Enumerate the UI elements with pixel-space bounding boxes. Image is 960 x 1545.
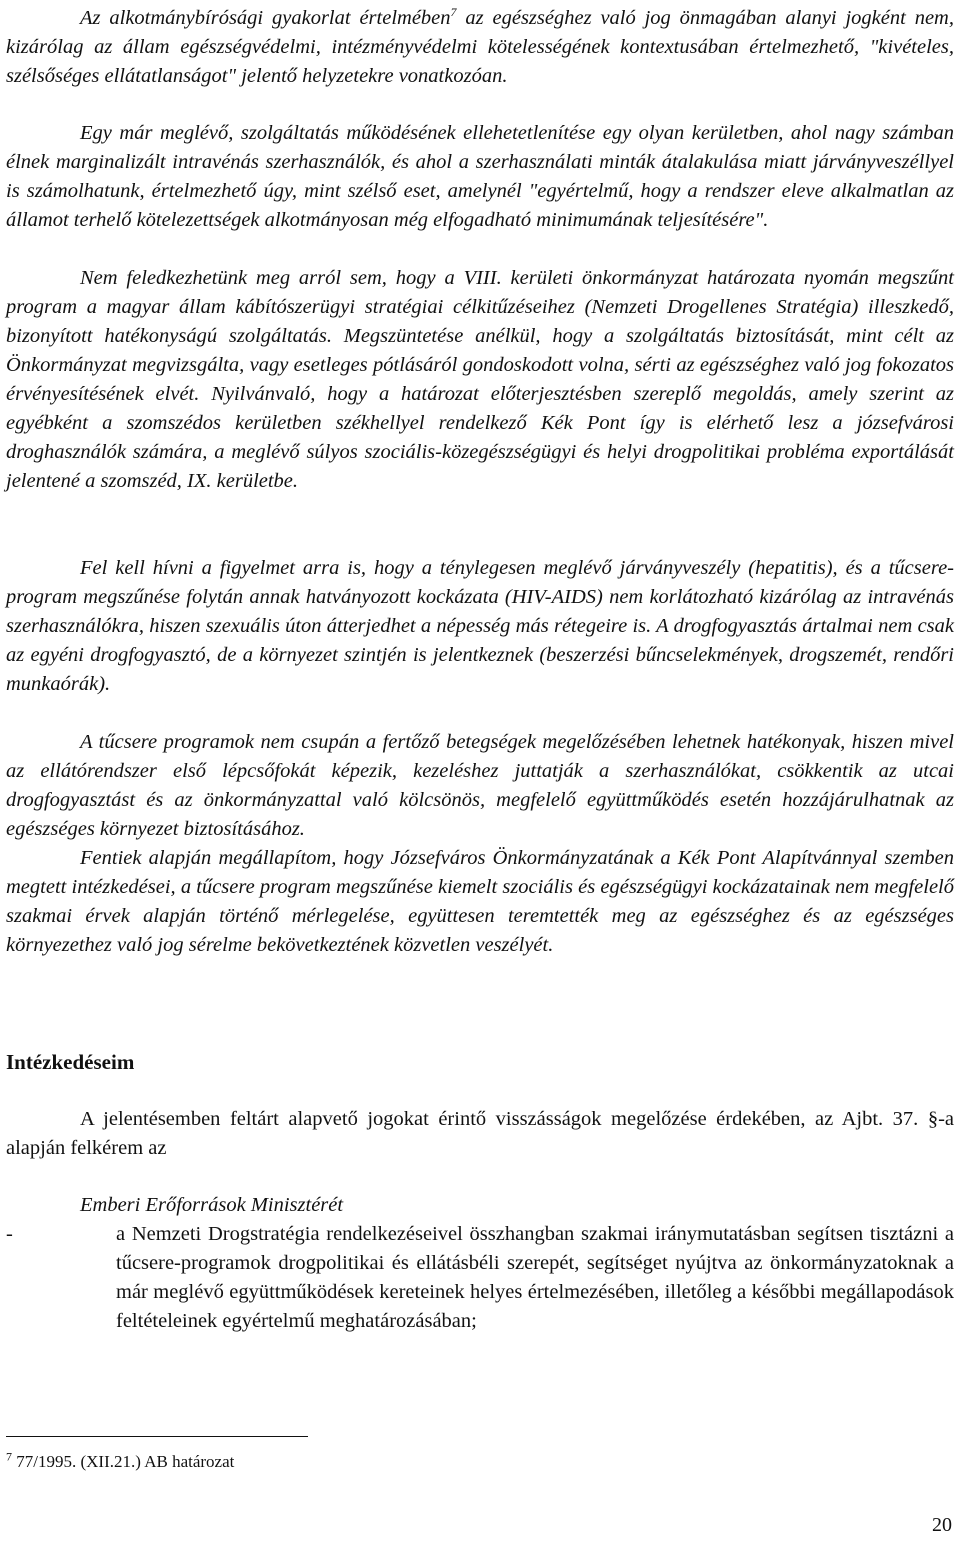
paragraph-findings: Fentiek alapján megállapítom, hogy Józsefváros Önkormányzatának a Kék Pont Alapítvánnyal szemben megtett intézkedései, a tűcsere program megszűnése kiemelt szociális és egészségügyi kockázatainak nem megfelelő szakmai érvek alapján történő mérlegelése, együttesen teremtették meg az egészséghez és az egészséges környezethez való jog sérelme bekövetkeztének közvetlen veszélyét. [6,847,954,956]
recipient-ministry: Emberi Erőforrások Minisztérét [80,1194,344,1216]
footnote [6,1450,234,1474]
paragraph-constitutional-practice [6,4,954,91]
footnote-marker: 7 [6,1449,12,1464]
paragraph-epidemic-risk: Fel kell hívni a figyelmet arra is, hogy a ténylegesen meglévő járványveszély (hepatitis), és a tűcsere-program megszűnése folytán annak hatványozott kockázata (HIV-AIDS) nem korlátozható kizárólag az intravénás szerhasználókra, hiszen szexuális úton átterjedhet a népesség más rétegeire is. A drogfogyasztás ártalmai nem csak az egyéni drogfogyasztó, de a környezet szintjén is jelentkeznek (beszerzési bűncselekmények, drogszemét, rendőri munkaórák). [6,557,954,695]
footnote-text: 77/1995. (XII.21.) AB határozat [12,1452,235,1471]
footnote-divider [6,1436,308,1437]
paragraph-request-intro: A jelentésemben feltárt alapvető jogokat érintő visszásságok megelőzése érdekében, az Ajbt. 37. §-a alapján felkérem az [6,1108,954,1159]
paragraph-program-termination: Nem feledkezhetünk meg arról sem, hogy a VIII. kerületi önkormányzat határozata nyomán megszűnt program a magyar állam kábítószerügyi stratégiai célkitűzéseihez (Nemzeti Drogellenes Stratégia) illeszkedő, bizonyított hatékonyságú szolgáltatás. Megszüntetése anélkül, hogy a szolgáltatás biztosítását, mint célt az Önkormányzat megvizsgálta, vagy esetleges pótlásáról gondoskodott volna, sérti az egészséghez való jog fokozatos érvényesítésének elvét. Nyilvánvaló, hogy a határozat előterjesztésben szereplő megoldás, amely szerint az egyébként a szomszédos kerületben székhellyel rendelkező Kék Pont így is elérhető lesz a józsefvárosi droghasználók számára, a meglévő súlyos szociális-közegészségügyi és helyi drogpolitikai probléma exportálását jelentené a szomszéd, IX. kerületbe. [6,267,954,492]
paragraph-text: Az alkotmánybírósági gyakorlat értelmében [80,7,451,29]
list-item-text: a Nemzeti Drogstratégia rendelkezéseivel összhangban szakmai iránymutatásban segítsen tisztázni a tűcsere-programok drogpolitikai és ellátásbéli szerepét, segítséget nyújtva az önkormányzatoknak a már meglévő együttműködések kereteinek helyes értelmezésében, illetőleg a későbbi megállapodások feltételeinek egyértelmű meghatározásában; [116,1223,954,1332]
paragraph-needle-exchange-benefits: A tűcsere programok nem csupán a fertőző betegségek megelőzésében lehetnek hatékonyak, hiszen mivel az ellátórendszer első lépcsőfokát képezik, kezeléshez juttatják a szerhasználókat, csökkentik az utcai drogfogyasztást és az önkormányzattal való kölcsönös, megfelelő együttműködés esetén hozzájárulhatnak az egészséges környezet biztosításához. [6,731,954,840]
footnote-reference: 7 [450,5,457,20]
list-item [6,1220,954,1336]
paragraph-text: az egészséghez való jog önmagában alanyi jogként nem, kizárólag az állam egészségvédelmi, intézményvédelmi kötelességének kontextusában értelmezhető, "kivételes, szélsőséges ellátatlanságot" jelentő helyzetekre vonatkozóan. [6,7,954,87]
paragraph-extreme-case: Egy már meglévő, szolgáltatás működésének ellehetetlenítése egy olyan kerületben, ahol nagy számban élnek marginalizált intravénás szerhasználók, és ahol a szerhasználati minták átalakulása miatt járványveszéllyel is számolhatunk, értelmezhető úgy, mint szélső eset, amelynél "egyértelmű, hogy a rendszer eleve alkalmatlan az államot terhelő kötelezettségek alkotmányosan még elfogadható minimumának teljesítésére". [6,122,954,231]
section-heading: Intézkedéseim [6,1050,135,1074]
page-number: 20 [932,1514,952,1536]
list-dash: - [6,1223,13,1245]
